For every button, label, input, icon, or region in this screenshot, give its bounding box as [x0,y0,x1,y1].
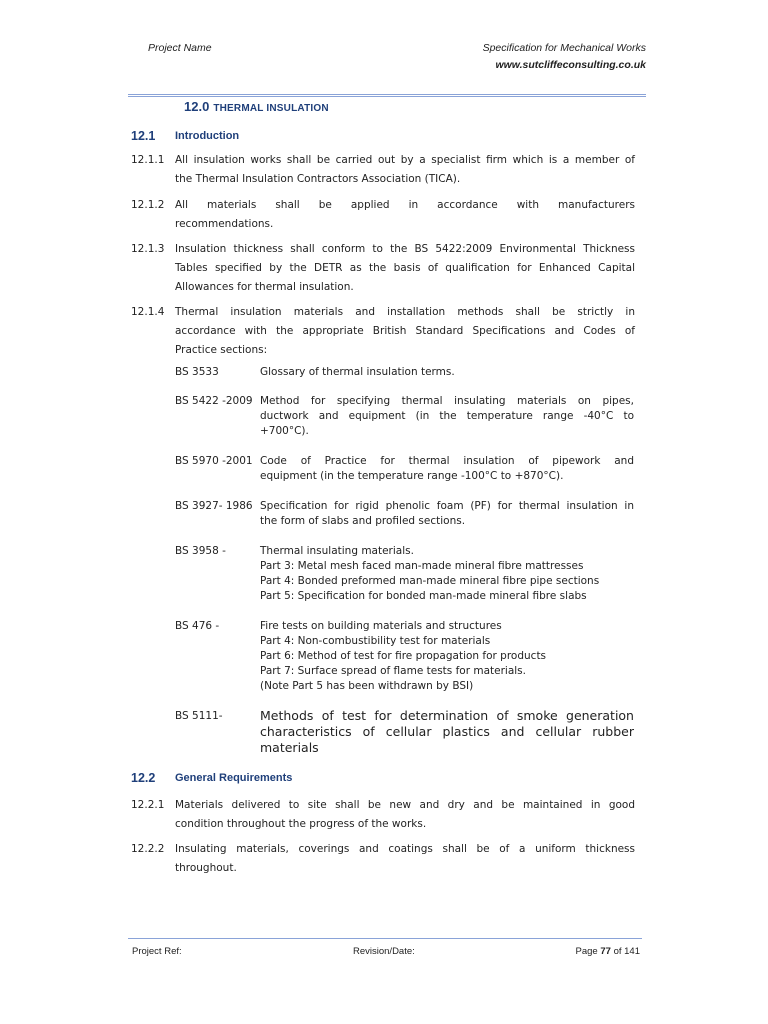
header-rule [128,94,646,95]
clause-text-line: Tables specified by the DETR as the basis of qualification for Enhanced Capital [175,262,635,274]
standard-desc-line: Part 6: Method of test for fire propagation for products [260,650,547,662]
clause-number: 12.1.4 [131,306,165,318]
clause-number: 12.1.3 [131,243,165,255]
footer-page-indicator [576,946,640,957]
standard-code: BS 476 - [175,620,220,632]
standard-desc-line: materials [260,740,319,755]
section-number: 12.0 [184,99,210,114]
header-website: www.sutcliffeconsulting.co.uk [495,59,646,71]
footer-page-number: 77 [600,946,611,957]
standard-code: BS 3927- 1986 [175,500,253,512]
standard-desc-line: Part 3: Metal mesh faced man-made mineral fibre mattresses [260,560,584,572]
standard-desc-line: Glossary of thermal insulation terms. [260,366,455,378]
standard-desc-line: Thermal insulating materials. [260,545,414,557]
clause-text-line: Insulation thickness shall conform to the BS 5422:2009 Environmental Thickness [175,243,635,255]
footer-project-ref: Project Ref: [132,946,182,957]
standard-code: BS 5422 -2009 [175,395,253,407]
subsection-title: Introduction [175,130,240,142]
standard-desc-line: Method for specifying thermal insulating materials on pipes, [260,395,634,407]
subsection-number: 12.1 [131,129,156,143]
header-project-name: Project Name [148,42,212,54]
clause-text-line: accordance with the appropriate British Standard Specifications and Codes of [175,325,635,337]
header-spec-title: Specification for Mechanical Works [482,42,646,54]
clause-text-line: condition throughout the progress of the works. [175,818,427,830]
clause-text-line: the Thermal Insulation Contractors Association (TICA). [175,173,461,185]
clause-text-line: All insulation works shall be carried out by a specialist firm which is a member of [175,154,635,166]
subsection-title: General Requirements [175,772,293,784]
clause-number: 12.2.2 [131,843,165,855]
clause-text-line: Materials delivered to site shall be new and dry and be maintained in good [175,799,635,811]
footer-page-of: of [613,946,622,957]
clause-text-line: throughout. [175,862,237,874]
standard-desc-line: the form of slabs and profiled sections. [260,515,466,527]
standard-desc-line: Code of Practice for thermal insulation of pipework and [260,455,634,467]
header-rule-2 [128,96,646,97]
footer-rule [128,938,642,939]
footer-page-total: 141 [624,946,640,957]
standard-code: BS 3533 [175,366,219,378]
standard-desc-line: Specification for rigid phenolic foam (PF) for thermal insulation in [260,500,634,512]
standard-desc-line: equipment (in the temperature range -100°C to +870°C). [260,470,564,482]
footer-revision-date: Revision/Date: [353,946,415,957]
standard-desc-line: +700°C). [260,425,309,437]
footer-page-prefix: Page [575,946,598,957]
standard-desc-line: (Note Part 5 has been withdrawn by BSI) [260,680,474,692]
standard-desc-line: Part 7: Surface spread of flame tests for materials. [260,665,526,677]
clause-number: 12.1.1 [131,154,165,166]
section-title: THERMAL INSULATION [213,103,329,114]
clause-text-line: All materials shall be applied in accordance with manufacturers [175,199,635,211]
standard-desc-line: ductwork and equipment (in the temperature range -40°C to [260,410,634,422]
clause-text-line: Practice sections: [175,344,268,356]
standard-desc-line: Part 4: Non-combustibility test for materials [260,635,491,647]
standard-desc-line: Fire tests on building materials and structures [260,620,502,632]
standard-desc-line: Part 5: Specification for bonded man-made mineral fibre slabs [260,590,587,602]
standard-desc-line: characteristics of cellular plastics and cellular rubber [260,724,634,739]
standard-code: BS 3958 - [175,545,226,557]
clause-number: 12.2.1 [131,799,165,811]
clause-number: 12.1.2 [131,199,165,211]
clause-text-line: Allowances for thermal insulation. [175,281,354,293]
clause-text-line: Thermal insulation materials and installation methods shall be strictly in [175,306,635,318]
standard-desc-line: Part 4: Bonded preformed man-made mineral fibre pipe sections [260,575,600,587]
section-heading [184,98,329,116]
subsection-number: 12.2 [131,771,156,785]
clause-text-line: Insulating materials, coverings and coatings shall be of a uniform thickness [175,843,635,855]
standard-desc-line: Methods of test for determination of smoke generation [260,708,634,723]
clause-text-line: recommendations. [175,218,274,230]
standard-code: BS 5970 -2001 [175,455,253,467]
standard-code: BS 5111- [175,710,223,722]
